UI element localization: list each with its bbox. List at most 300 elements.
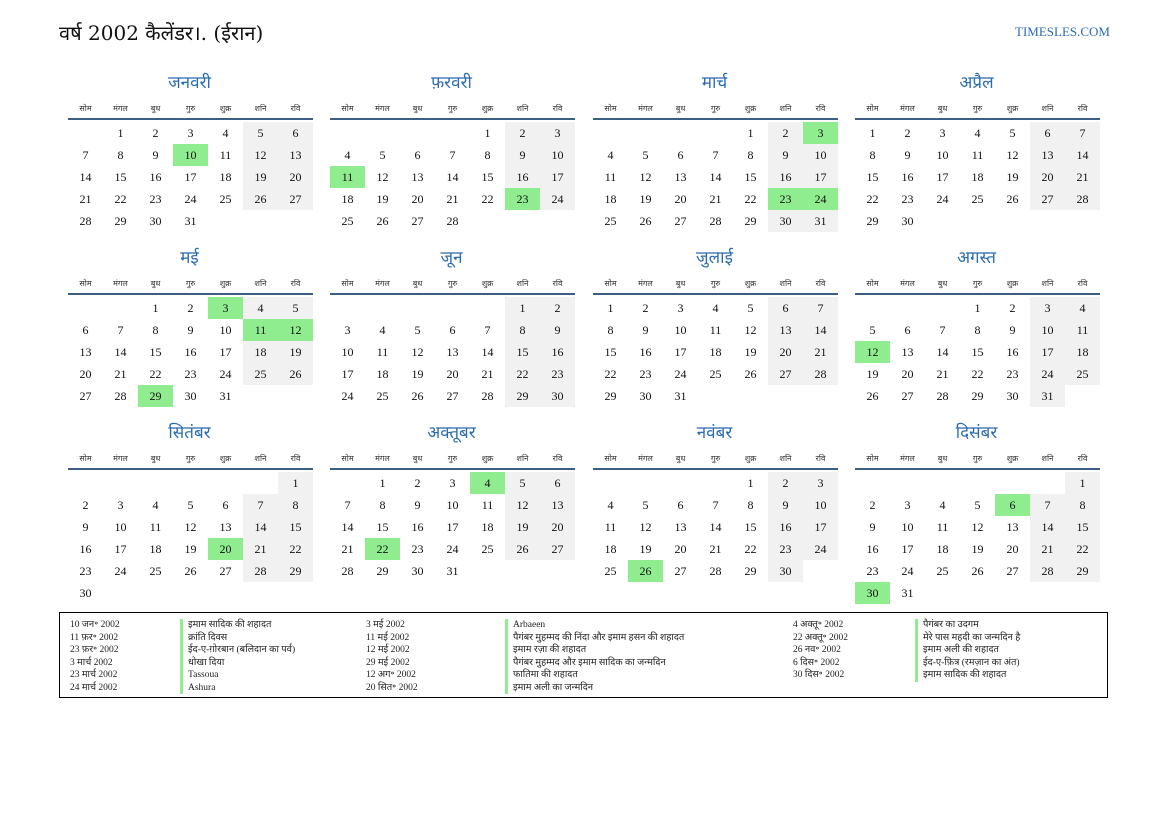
day-cell: 5 — [278, 297, 313, 319]
day-cell: 23 — [149, 192, 162, 206]
day-cell: 9 — [642, 323, 649, 337]
day-cell: 27 — [1030, 188, 1065, 210]
weekday-label: शनि — [779, 454, 792, 463]
weekday-label: बुध — [937, 279, 948, 288]
weekday-label: सोम — [341, 279, 354, 288]
day-cell: 26 — [278, 363, 313, 385]
day-cell: 21 — [803, 341, 838, 363]
day-cell: 1 — [505, 297, 540, 319]
day-cell: 30 — [1006, 389, 1019, 403]
empty-cell — [593, 472, 628, 494]
day-cell: 11 — [1065, 319, 1100, 341]
legend-item — [366, 682, 684, 695]
day-cell: 25 — [604, 564, 617, 578]
day-cell: 1 — [379, 476, 386, 490]
day-cell: 7 — [82, 148, 89, 162]
site-link[interactable]: TIMESLES.COM — [1015, 24, 1110, 39]
legend-holiday-name: मेरे पास महदी का जन्मदिन है — [915, 632, 1020, 645]
empty-cell — [960, 472, 995, 494]
day-cell: 19 — [1006, 170, 1019, 184]
weekday-label: बुध — [412, 104, 423, 113]
day-cell: 27 — [446, 389, 459, 403]
day-cell: 28 — [114, 389, 127, 403]
day-cell: 1 — [607, 301, 614, 315]
day-cell: 20 — [1006, 542, 1019, 556]
empty-cell — [173, 472, 208, 494]
legend-date: 11 मई 2002 — [366, 632, 410, 643]
day-cell: 14 — [79, 170, 92, 184]
day-cell: 21 — [1030, 538, 1065, 560]
weekday-label: मंगल — [375, 279, 390, 288]
day-cell: 18 — [481, 520, 494, 534]
empty-cell — [470, 297, 505, 319]
day-cell: 23 — [639, 367, 652, 381]
month-name: अप्रैल — [959, 73, 994, 93]
day-cell: 4 — [974, 126, 981, 140]
legend-item — [366, 657, 684, 670]
day-cell: 21 — [243, 538, 278, 560]
day-cell: 28 — [803, 363, 838, 385]
weekday-label: रवि — [815, 104, 826, 113]
day-grid — [330, 297, 575, 407]
weekday-label: सोम — [604, 104, 617, 113]
day-cell: 14 — [481, 345, 494, 359]
day-cell: 5 — [747, 301, 754, 315]
holiday-day: 12 — [855, 341, 890, 363]
legend-holiday-name: इमाम सादिक की शहादत — [915, 669, 1006, 682]
weekday-label: रवि — [290, 104, 301, 113]
day-cell: 22 — [114, 192, 127, 206]
day-cell: 28 — [936, 389, 949, 403]
day-cell: 21 — [709, 192, 722, 206]
day-cell: 29 — [376, 564, 389, 578]
weekday-label: शुक्र — [481, 279, 494, 288]
day-cell: 1 — [869, 126, 876, 140]
holiday-day: 20 — [208, 538, 243, 560]
day-cell: 25 — [376, 389, 389, 403]
day-cell: 31 — [901, 586, 914, 600]
holiday-legend — [59, 612, 1108, 698]
day-cell: 8 — [117, 148, 124, 162]
weekday-label: बुध — [150, 279, 161, 288]
weekday-label: शुक्र — [744, 454, 757, 463]
day-cell: 21 — [481, 367, 494, 381]
day-cell: 11 — [376, 345, 389, 359]
day-cell: 24 — [184, 192, 197, 206]
day-cell: 18 — [376, 367, 389, 381]
weekday-label: मंगल — [900, 279, 915, 288]
legend-item — [70, 682, 295, 695]
day-cell: 12 — [184, 520, 197, 534]
holiday-day: 22 — [365, 538, 400, 560]
day-cell: 22 — [481, 192, 494, 206]
day-cell: 17 — [1030, 341, 1065, 363]
day-cell: 23 — [79, 564, 92, 578]
day-cell: 17 — [114, 542, 127, 556]
day-cell: 8 — [484, 148, 491, 162]
day-cell: 30 — [768, 210, 803, 232]
day-cell: 14 — [243, 516, 278, 538]
day-cell: 17 — [219, 345, 232, 359]
empty-cell — [103, 472, 138, 494]
day-cell: 25 — [604, 214, 617, 228]
day-grid — [68, 297, 313, 407]
day-cell: 24 — [540, 188, 575, 210]
day-cell: 4 — [607, 148, 614, 162]
empty-cell — [435, 122, 470, 144]
day-cell: 20 — [540, 516, 575, 538]
day-cell: 15 — [505, 341, 540, 363]
day-cell: 29 — [744, 214, 757, 228]
legend-item — [70, 619, 295, 632]
day-cell: 19 — [866, 367, 879, 381]
day-cell: 10 — [803, 144, 838, 166]
weekday-label: रवि — [552, 454, 563, 463]
month-block — [591, 72, 838, 240]
holiday-day: 30 — [855, 582, 890, 604]
day-cell: 11 — [604, 520, 617, 534]
month-block — [66, 72, 313, 240]
day-cell: 2 — [152, 126, 159, 140]
month-name: जनवरी — [168, 73, 211, 93]
legend-column — [793, 619, 1020, 682]
day-cell: 19 — [411, 367, 424, 381]
weekday-label: रवि — [815, 279, 826, 288]
day-cell: 5 — [974, 498, 981, 512]
day-cell: 17 — [803, 166, 838, 188]
day-cell: 12 — [376, 170, 389, 184]
empty-cell — [663, 472, 698, 494]
month-name: दिसंबर — [955, 423, 998, 443]
legend-date: 11 फ़र॰ 2002 — [70, 632, 119, 643]
day-cell: 19 — [184, 542, 197, 556]
legend-holiday-name: ईद-ए-फ़ित्र (रमज़ान का अंत) — [915, 657, 1020, 670]
month-block — [591, 422, 838, 590]
day-cell: 30 — [639, 389, 652, 403]
weekday-label: सोम — [866, 279, 879, 288]
day-cell: 4 — [607, 498, 614, 512]
day-cell: 20 — [674, 192, 687, 206]
day-cell: 20 — [411, 192, 424, 206]
day-cell: 8 — [152, 323, 159, 337]
day-cell: 28 — [1030, 560, 1065, 582]
legend-holiday-name: Arbaeen — [505, 619, 545, 632]
day-cell: 28 — [1065, 188, 1100, 210]
day-cell: 16 — [149, 170, 162, 184]
day-cell: 4 — [379, 323, 386, 337]
weekday-label: रवि — [815, 454, 826, 463]
day-cell: 14 — [341, 520, 354, 534]
day-cell: 19 — [639, 192, 652, 206]
day-cell: 30 — [149, 214, 162, 228]
month-block — [328, 422, 575, 590]
day-cell: 23 — [768, 538, 803, 560]
weekday-label: गुरु — [710, 454, 721, 463]
day-cell: 27 — [278, 188, 313, 210]
day-cell: 18 — [149, 542, 162, 556]
day-cell: 1 — [278, 472, 313, 494]
legend-holiday-name: धोखा दिया — [180, 657, 224, 670]
day-cell: 27 — [1006, 564, 1019, 578]
day-cell: 7 — [243, 494, 278, 516]
empty-cell — [68, 472, 103, 494]
day-cell: 3 — [449, 476, 456, 490]
holiday-day: 29 — [138, 385, 173, 407]
weekday-label: गुरु — [185, 279, 196, 288]
day-cell: 12 — [639, 520, 652, 534]
day-cell: 16 — [639, 345, 652, 359]
day-cell: 28 — [341, 564, 354, 578]
day-cell: 18 — [709, 345, 722, 359]
day-cell: 27 — [901, 389, 914, 403]
weekday-header — [68, 452, 313, 470]
day-cell: 13 — [901, 345, 914, 359]
day-cell: 21 — [709, 542, 722, 556]
day-cell: 27 — [768, 363, 803, 385]
day-grid — [855, 297, 1100, 407]
day-cell: 24 — [936, 192, 949, 206]
day-cell: 15 — [1065, 516, 1100, 538]
empty-cell — [103, 297, 138, 319]
empty-cell — [663, 122, 698, 144]
day-cell: 27 — [540, 538, 575, 560]
weekday-label: गुरु — [185, 454, 196, 463]
day-cell: 29 — [1065, 560, 1100, 582]
weekday-label: मंगल — [638, 104, 653, 113]
holiday-day: 26 — [628, 560, 663, 582]
legend-column — [70, 619, 295, 694]
day-cell: 8 — [869, 148, 876, 162]
day-cell: 15 — [376, 520, 389, 534]
day-cell: 2 — [187, 301, 194, 315]
day-cell: 2 — [1009, 301, 1016, 315]
day-cell: 13 — [1030, 144, 1065, 166]
day-cell: 16 — [1006, 345, 1019, 359]
day-cell: 7 — [803, 297, 838, 319]
day-cell: 20 — [1030, 166, 1065, 188]
day-cell: 24 — [901, 564, 914, 578]
weekday-label: शुक्र — [1006, 104, 1019, 113]
day-cell: 20 — [901, 367, 914, 381]
weekday-header — [593, 452, 838, 470]
day-cell: 8 — [278, 494, 313, 516]
weekday-label: शनि — [254, 279, 267, 288]
empty-cell — [925, 297, 960, 319]
weekday-label: बुध — [937, 454, 948, 463]
weekday-label: रवि — [290, 279, 301, 288]
legend-date: 12 मई 2002 — [366, 645, 410, 655]
day-cell: 12 — [639, 170, 652, 184]
day-cell: 26 — [1006, 192, 1019, 206]
weekday-header — [330, 277, 575, 295]
weekday-label: शनि — [516, 279, 529, 288]
empty-cell — [435, 297, 470, 319]
day-cell: 8 — [747, 498, 754, 512]
day-cell: 24 — [1030, 363, 1065, 385]
day-cell: 10 — [936, 148, 949, 162]
empty-cell — [365, 122, 400, 144]
day-cell: 15 — [149, 345, 162, 359]
day-cell: 5 — [505, 472, 540, 494]
day-cell: 13 — [79, 345, 92, 359]
day-cell: 28 — [446, 214, 459, 228]
empty-cell — [628, 472, 663, 494]
day-cell: 8 — [607, 323, 614, 337]
day-cell: 9 — [414, 498, 421, 512]
day-cell: 10 — [540, 144, 575, 166]
day-cell: 24 — [803, 538, 838, 560]
day-cell: 17 — [674, 345, 687, 359]
day-cell: 13 — [219, 520, 232, 534]
day-cell: 7 — [344, 498, 351, 512]
day-grid — [593, 297, 838, 407]
legend-holiday-name: इमाम अली की शहादत — [915, 644, 999, 657]
day-cell: 9 — [768, 494, 803, 516]
day-cell: 27 — [219, 564, 232, 578]
legend-item — [793, 632, 1020, 645]
day-cell: 10 — [446, 498, 459, 512]
legend-item — [366, 644, 684, 657]
holiday-day: 10 — [173, 144, 208, 166]
day-cell: 6 — [904, 323, 911, 337]
weekday-label: शनि — [779, 279, 792, 288]
empty-cell — [68, 297, 103, 319]
day-cell: 18 — [971, 170, 984, 184]
day-cell: 1 — [117, 126, 124, 140]
day-cell: 15 — [114, 170, 127, 184]
weekday-label: बुध — [675, 104, 686, 113]
legend-holiday-name: पैगंबर का उदगम — [915, 619, 979, 632]
day-cell: 9 — [1009, 323, 1016, 337]
day-cell: 25 — [341, 214, 354, 228]
day-cell: 18 — [604, 192, 617, 206]
legend-date: 23 फ़र॰ 2002 — [70, 645, 119, 655]
legend-date: 23 मार्च 2002 — [70, 670, 118, 680]
legend-item — [366, 619, 684, 632]
day-cell: 18 — [604, 542, 617, 556]
day-cell: 18 — [243, 341, 278, 363]
weekday-label: शुक्र — [1006, 279, 1019, 288]
day-cell: 11 — [481, 498, 494, 512]
day-cell: 21 — [79, 192, 92, 206]
legend-item — [793, 644, 1020, 657]
day-cell: 5 — [642, 498, 649, 512]
day-cell: 21 — [114, 367, 127, 381]
day-cell: 4 — [712, 301, 719, 315]
legend-date: 4 अक्तू॰ 2002 — [793, 620, 844, 630]
day-cell: 11 — [971, 148, 984, 162]
day-cell: 6 — [414, 148, 421, 162]
day-cell: 4 — [1065, 297, 1100, 319]
weekday-label: सोम — [866, 104, 879, 113]
day-cell: 14 — [1030, 516, 1065, 538]
day-cell: 15 — [744, 170, 757, 184]
legend-holiday-name: इमाम अली का जन्मदिन — [505, 682, 593, 695]
day-cell: 19 — [971, 542, 984, 556]
day-cell: 13 — [540, 494, 575, 516]
weekday-label: गुरु — [185, 104, 196, 113]
legend-holiday-name: पैगंबर मुहम्मद की निंदा और इमाम हसन की शहादत — [505, 632, 684, 645]
day-cell: 17 — [803, 516, 838, 538]
weekday-label: सोम — [604, 454, 617, 463]
day-cell: 19 — [744, 345, 757, 359]
day-cell: 22 — [149, 367, 162, 381]
day-cell: 22 — [278, 538, 313, 560]
month-name: अगस्त — [957, 248, 996, 268]
weekday-label: बुध — [675, 279, 686, 288]
empty-cell — [365, 297, 400, 319]
holiday-day: 3 — [803, 122, 838, 144]
weekday-label: मंगल — [113, 104, 128, 113]
weekday-label: शनि — [516, 454, 529, 463]
weekday-label: शनि — [254, 104, 267, 113]
day-cell: 16 — [505, 166, 540, 188]
day-cell: 27 — [79, 389, 92, 403]
day-cell: 6 — [540, 472, 575, 494]
holiday-day: 11 — [243, 319, 278, 341]
empty-cell — [698, 472, 733, 494]
day-cell: 7 — [712, 498, 719, 512]
weekday-label: शनि — [779, 104, 792, 113]
weekday-label: बुध — [937, 104, 948, 113]
day-cell: 26 — [505, 538, 540, 560]
legend-item — [793, 619, 1020, 632]
day-cell: 22 — [866, 192, 879, 206]
month-name: नवंबर — [696, 423, 733, 443]
empty-cell — [855, 472, 890, 494]
day-cell: 10 — [219, 323, 232, 337]
empty-cell — [138, 472, 173, 494]
day-cell: 9 — [82, 520, 89, 534]
day-cell: 16 — [768, 516, 803, 538]
empty-cell — [995, 472, 1030, 494]
weekday-label: शुक्र — [219, 454, 232, 463]
day-cell: 2 — [904, 126, 911, 140]
day-cell: 10 — [341, 345, 354, 359]
day-cell: 30 — [184, 389, 197, 403]
legend-item — [70, 669, 295, 682]
day-cell: 20 — [446, 367, 459, 381]
weekday-label: बुध — [150, 454, 161, 463]
day-cell: 9 — [540, 319, 575, 341]
day-cell: 10 — [1030, 319, 1065, 341]
day-cell: 29 — [971, 389, 984, 403]
day-cell: 25 — [936, 564, 949, 578]
day-cell: 2 — [768, 122, 803, 144]
day-cell: 15 — [971, 345, 984, 359]
day-cell: 1 — [747, 476, 754, 490]
day-cell: 22 — [604, 367, 617, 381]
day-cell: 31 — [1030, 385, 1065, 407]
day-cell: 17 — [540, 166, 575, 188]
weekday-label: शुक्र — [219, 104, 232, 113]
day-cell: 19 — [376, 192, 389, 206]
holiday-day: 6 — [995, 494, 1030, 516]
legend-holiday-name: Ashura — [180, 682, 215, 695]
legend-holiday-name: फातिमा की शहादत — [505, 669, 578, 682]
day-cell: 25 — [219, 192, 232, 206]
day-cell: 26 — [411, 389, 424, 403]
day-cell: 4 — [222, 126, 229, 140]
day-cell: 24 — [446, 542, 459, 556]
day-cell: 25 — [1065, 363, 1100, 385]
empty-cell — [330, 122, 365, 144]
day-cell: 17 — [446, 520, 459, 534]
empty-cell — [855, 297, 890, 319]
day-cell: 1 — [1065, 472, 1100, 494]
holiday-day: 11 — [330, 166, 365, 188]
weekday-label: शनि — [1041, 104, 1054, 113]
